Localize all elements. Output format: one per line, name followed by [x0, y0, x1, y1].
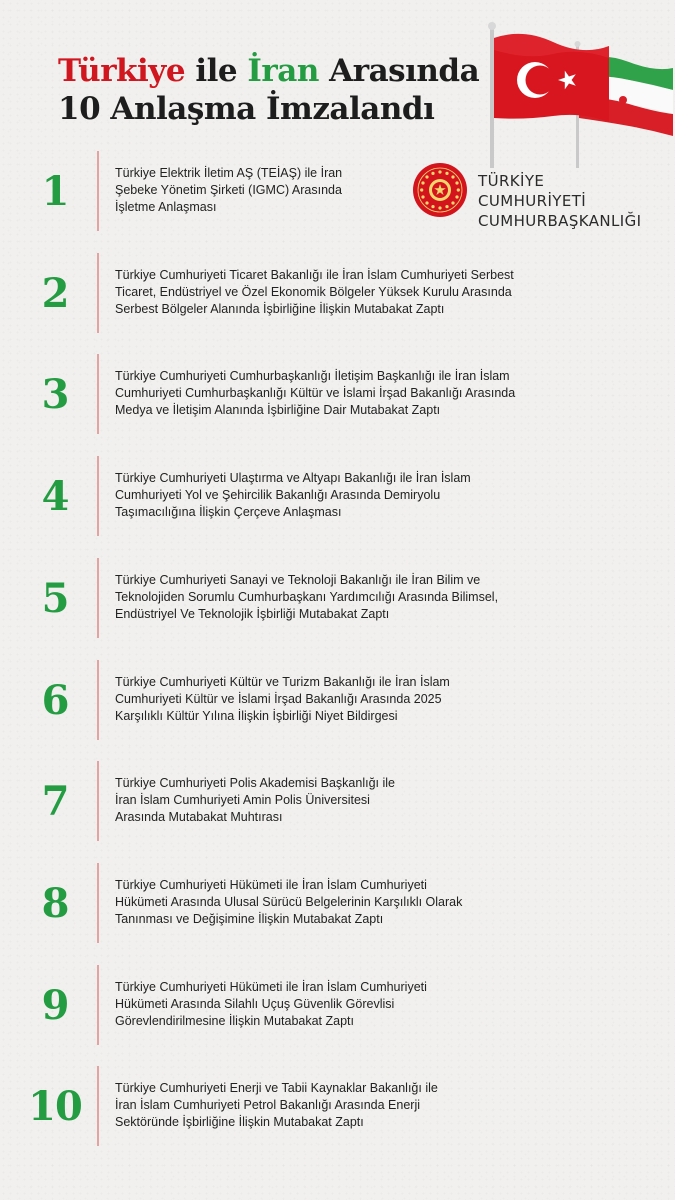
agreement-number: 1: [41, 167, 69, 215]
agreement-text-line: Sektöründe İşbirliğine İlişkin Mutabakat Zaptı: [115, 1115, 364, 1130]
agreement-text-line: Hükümeti Arasında Ulusal Sürücü Belgelerinin Karşılıklı Olarak: [115, 895, 463, 910]
agreement-item: [0, 660, 675, 740]
agreement-number: 9: [41, 981, 69, 1029]
agreement-divider: [97, 456, 99, 536]
presidency-name-line-1: TÜRKİYE CUMHURİYETİ: [478, 172, 587, 210]
agreement-divider: [97, 253, 99, 333]
agreement-text: [115, 979, 545, 1031]
agreement-text-line: İran İslam Cumhuriyeti Amin Polis Üniversitesi: [115, 793, 370, 808]
title-arasinda: Arasında: [318, 53, 480, 89]
page-title: [58, 52, 479, 128]
agreement-number: 10: [28, 1082, 82, 1130]
agreement-text-line: Türkiye Cumhuriyeti Hükümeti ile İran İslam Cumhuriyeti: [115, 878, 427, 893]
agreement-item: [0, 151, 675, 231]
agreement-divider: [97, 863, 99, 943]
agreement-text-line: Endüstriyel Ve Teknolojik İşbirliği Mutabakat Zaptı: [115, 607, 390, 622]
agreement-text-line: Hükümeti Arasında Silahlı Uçuş Güvenlik Görevlisi: [115, 997, 395, 1012]
agreement-item: [0, 965, 675, 1045]
agreement-text: [115, 1080, 545, 1132]
title-line-2: 10 Anlaşma İmzalandı: [58, 91, 435, 127]
flags-illustration: [483, 18, 675, 168]
agreement-text-line: Türkiye Cumhuriyeti Kültür ve Turizm Bakanlığı ile İran İslam: [115, 675, 450, 690]
agreement-number: 8: [41, 879, 69, 927]
agreement-text-line: Türkiye Cumhuriyeti Hükümeti ile İran İslam Cumhuriyeti: [115, 980, 427, 995]
turkiye-flag: [494, 34, 609, 122]
agreement-text: [115, 165, 545, 217]
agreement-divider: [97, 965, 99, 1045]
agreement-text: [115, 674, 545, 726]
agreement-text-line: Arasında Mutabakat Muhtırası: [115, 810, 283, 825]
agreement-text-line: Türkiye Cumhuriyeti Ticaret Bakanlığı ile İran İslam Cumhuriyeti Serbest: [115, 268, 514, 283]
agreement-number: 5: [41, 574, 69, 622]
agreement-number: 2: [41, 269, 69, 317]
agreement-divider: [97, 1066, 99, 1146]
agreement-item: [0, 456, 675, 536]
agreement-text: [115, 877, 545, 929]
agreement-text-line: Serbest Bölgeler Alanında İşbirliğine İlişkin Mutabakat Zaptı: [115, 302, 445, 317]
agreement-text-line: Türkiye Cumhuriyeti Cumhurbaşkanlığı İletişim Başkanlığı ile İran İslam: [115, 369, 510, 384]
agreement-text-line: İran İslam Cumhuriyeti Petrol Bakanlığı Arasında Enerji: [115, 1098, 420, 1113]
agreement-text-line: Medya ve İletişim Alanında İşbirliğine Dair Mutabakat Zaptı: [115, 403, 441, 418]
agreement-divider: [97, 558, 99, 638]
agreement-text-line: Taşımacılığına İlişkin Çerçeve Anlaşması: [115, 505, 342, 520]
agreement-text-line: Karşılıklı Kültür Yılına İlişkin İşbirliği Niyet Bildirgesi: [115, 709, 398, 724]
agreement-text: [115, 470, 545, 522]
agreement-text-line: Cumhuriyeti Cumhurbaşkanlığı Kültür ve İslami İrşad Bakanlığı Arasında: [115, 386, 516, 401]
agreement-text-line: Teknolojiden Sorumlu Cumhurbaşkanı Yardımcılığı Arasında Bilimsel,: [115, 590, 499, 605]
agreement-number: 4: [41, 472, 69, 520]
agreement-text-line: Tanınması ve Değişimine İlişkin Mutabakat Zaptı: [115, 912, 384, 927]
agreement-text: [115, 267, 545, 319]
agreement-item: [0, 558, 675, 638]
agreement-divider: [97, 151, 99, 231]
agreement-divider: [97, 354, 99, 434]
agreement-text-line: Türkiye Cumhuriyeti Polis Akademisi Başkanlığı ile: [115, 776, 395, 791]
agreement-item: [0, 863, 675, 943]
agreement-number: 6: [41, 676, 69, 724]
agreement-item: [0, 354, 675, 434]
agreement-text-line: Türkiye Elektrik İletim AŞ (TEİAŞ) ile İran: [115, 166, 343, 181]
presidency-name-line-2: CUMHURBAŞKANLIĞI: [478, 212, 642, 230]
agreement-text: [115, 775, 545, 827]
agreement-text-line: Cumhuriyeti Kültür ve İslami İrşad Bakanlığı Arasında 2025: [115, 692, 442, 707]
agreement-text-line: Cumhuriyeti Yol ve Şehircilik Bakanlığı Arasında Demiryolu: [115, 488, 441, 503]
agreement-item: [0, 761, 675, 841]
agreement-text-line: İşletme Anlaşması: [115, 200, 217, 215]
agreement-text-line: Türkiye Cumhuriyeti Enerji ve Tabii Kaynaklar Bakanlığı ile: [115, 1081, 438, 1096]
agreement-text-line: Görevlendirilmesine İlişkin Mutabakat Zaptı: [115, 1014, 354, 1029]
agreement-text: [115, 572, 545, 624]
agreement-divider: [97, 660, 99, 740]
agreement-item: [0, 1066, 675, 1146]
title-turkiye: Türkiye: [58, 53, 186, 89]
agreement-text-line: Türkiye Cumhuriyeti Ulaştırma ve Altyapı Bakanlığı ile İran İslam: [115, 471, 471, 486]
title-ile: ile: [185, 53, 248, 89]
agreement-text-line: Ticaret, Endüstriyel ve Özel Ekonomik Bölgeler Yüksek Kurulu Arasında: [115, 285, 512, 300]
agreement-item: [0, 253, 675, 333]
agreement-text: [115, 368, 545, 420]
agreement-number: 7: [41, 777, 69, 825]
agreement-number: 3: [41, 370, 69, 418]
agreement-divider: [97, 761, 99, 841]
agreement-text-line: Şebeke Yönetim Şirketi (IGMC) Arasında: [115, 183, 342, 198]
title-iran: İran: [247, 53, 319, 89]
agreement-text-line: Türkiye Cumhuriyeti Sanayi ve Teknoloji Bakanlığı ile İran Bilim ve: [115, 573, 481, 588]
